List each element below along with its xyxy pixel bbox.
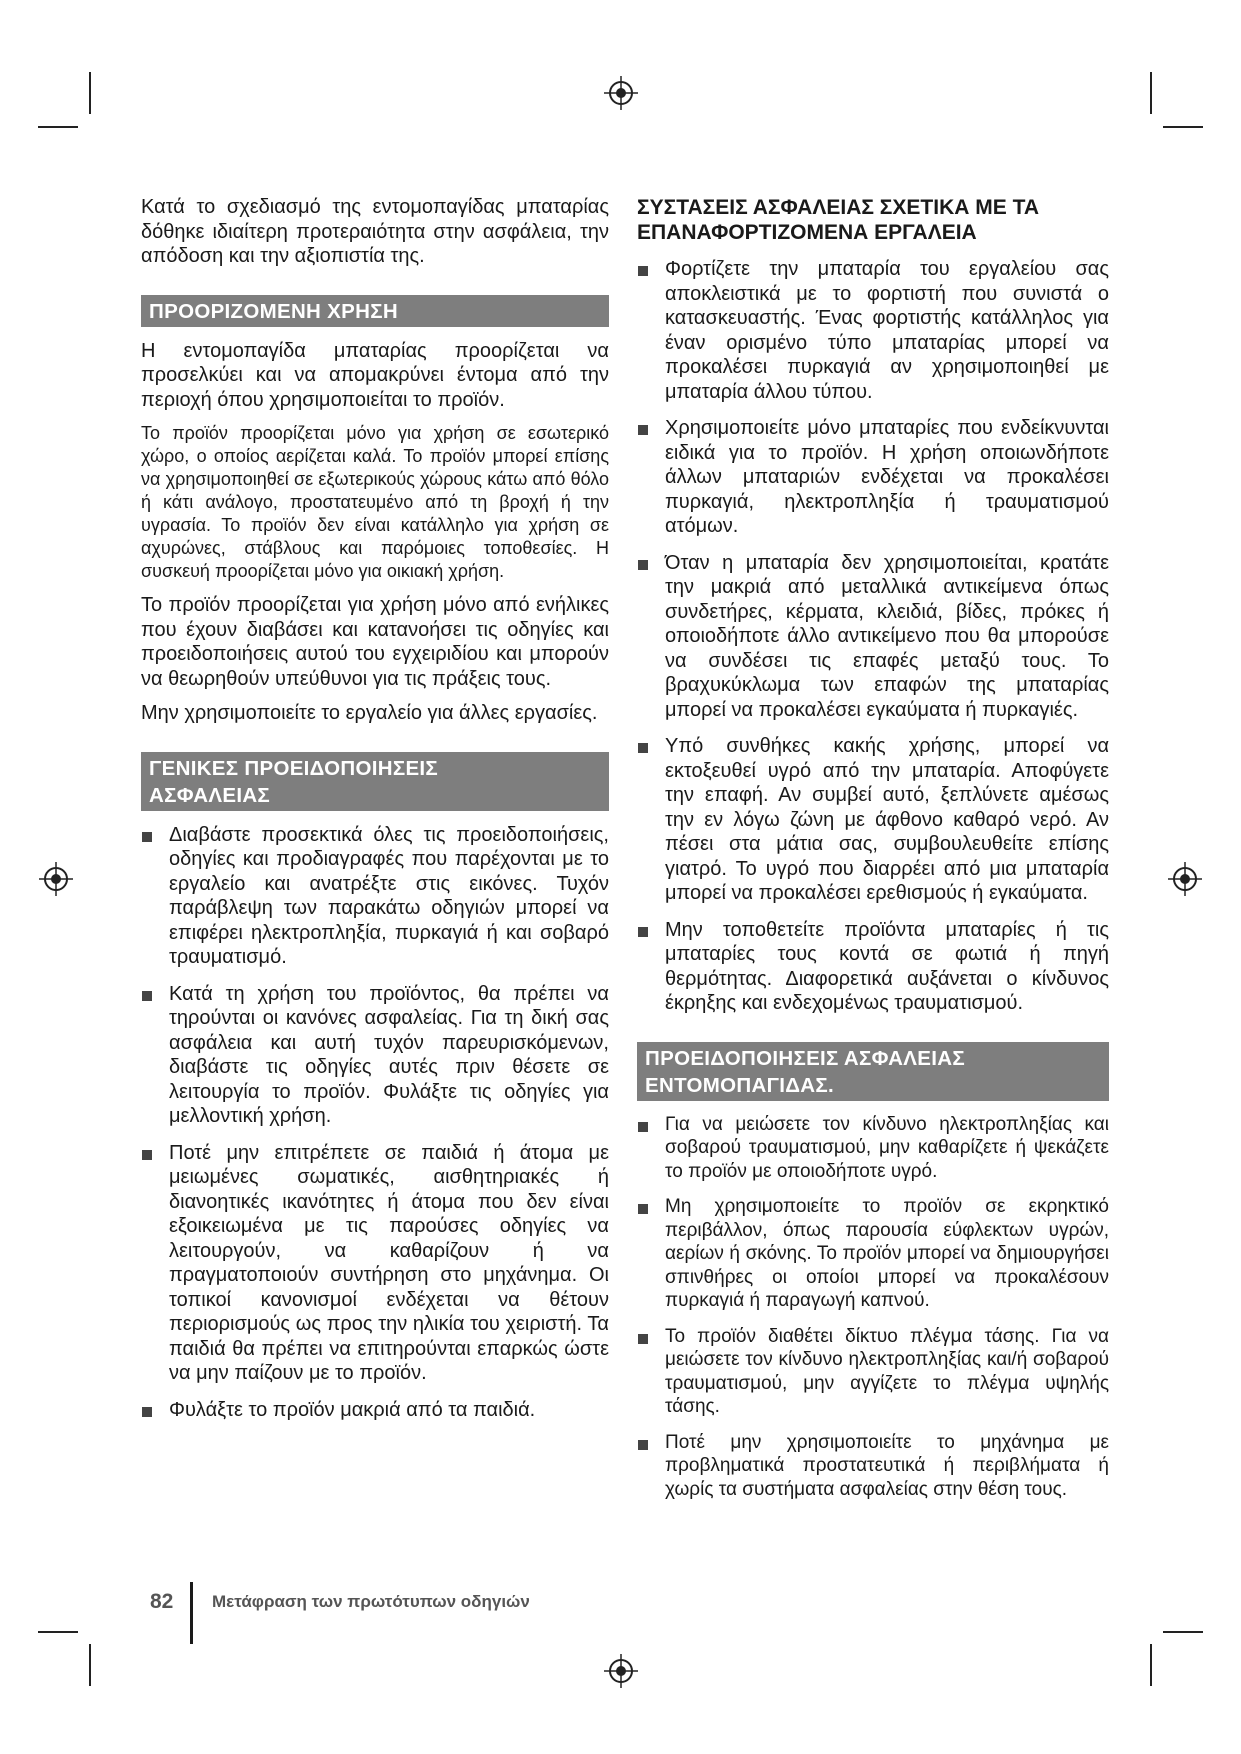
list-item-text: Μην τοποθετείτε προϊόντα μπαταρίες ή τις μπαταρίες τους κοντά σε φωτιά ή πηγή θερμότητας. Διαφορετικά αυξάνεται ο κίνδυνος έκρηξης και ενδεχομένως τραυματισμού. — [665, 918, 1109, 1014]
list-item — [637, 1325, 1109, 1419]
crop-mark — [1150, 72, 1152, 114]
list-item-text: Μη χρησιμοποιείτε το προϊόν σε εκρηκτικό περιβάλλον, όπως παρουσία εύφλεκτων υγρών, αερίων ή σκόνης. Το προϊόν μπορεί να δημιουργήσει σπινθήρες οι οποίοι μπορεί να προκαλέσουν πυρκαγιά ή παραγωγή καπνού. — [665, 1196, 1109, 1311]
crop-mark — [1150, 1644, 1152, 1686]
list-item — [637, 734, 1109, 906]
list-item — [637, 1431, 1109, 1502]
list-item-text: Ποτέ μην επιτρέπετε σε παιδιά ή άτομα με μειωμένες σωματικές, αισθητηριακές ή διανοητικές ικανότητες ή άτομα που δεν είναι εξοικειωμένα με τις παρούσες οδηγίες να λειτουργούν, να καθαρίζουν ή να πραγματοποιούν συντήρηση στο μηχάνημα. Οι τοπικοί κανονισμοί ενδέχεται να θέτουν περιορισμούς ως προς την ηλικία του χειριστή. Τα παιδιά θα πρέπει να επιτηρούνται επαρκώς ώστε να μην παίζουν με το προϊόν. — [169, 1141, 609, 1384]
crop-mark — [89, 72, 91, 114]
list-item — [637, 257, 1109, 404]
crop-mark — [1163, 126, 1203, 128]
bullet-icon — [638, 1334, 648, 1344]
intended-use-paragraph: Το προϊόν προορίζεται για χρήση μόνο από ενήλικες που έχουν διαβάσει και κατανοήσει τις οδηγίες και προειδοποιήσεις αυτού του εγχειριδίου και μπορούν να θεωρηθούν υπεύθυνοι για τις πράξεις τους. — [141, 594, 609, 690]
intended-use-paragraph: Το προϊόν προορίζεται μόνο για χρήση σε εσωτερικό χώρο, ο οποίος αερίζεται καλά. Το προϊόν μπορεί επίσης να χρησιμοποιηθεί σε εξωτερικούς χώρους κάτω από θόλο ή κάτι ανάλογο, προστατευμένο από τη βροχή ή την υγρασία. Το προϊόν δεν είναι κατάλληλο για χρήση σε αχυρώνες, στάβλους και παρόμοιες τοποθεσίες. Η συσκευή προορίζεται μόνο για οικιακή χρήση. — [141, 423, 609, 581]
bullet-icon — [638, 1204, 648, 1214]
registration-mark-icon — [39, 862, 73, 896]
crop-mark — [38, 126, 78, 128]
list-item — [141, 982, 609, 1129]
list-item-text: Κατά τη χρήση του προϊόντος, θα πρέπει να τηρούνται οι κανόνες ασφαλείας. Για τη δική σας ασφάλεια και αυτή τυχόν παρευρισκόμενων, διαβάστε τις οδηγίες αυτές πριν θέσετε σε λειτουργία το προϊόν. Φυλάξτε τις οδηγίες για μελλοντική χρήση. — [169, 982, 609, 1127]
list-item-text: Διαβάστε προσεκτικά όλες τις προειδοποιήσεις, οδηγίες και προδιαγραφές που παρέχονται με το εργαλείο και ανατρέξτε στις εικόνες. Τυχόν παράβλεψη των παρακάτω οδηγιών μπορεί να επιφέρει ηλεκτροπληξία, πυρκαγιά ή και σοβαρό τραυματισμό. — [169, 823, 609, 968]
bullet-icon — [638, 1440, 648, 1450]
bullet-icon — [142, 1150, 152, 1160]
registration-mark-icon — [604, 76, 638, 110]
bullet-icon — [638, 425, 648, 435]
battery-tools-list — [637, 257, 1109, 1016]
heading-line: ΓΕΝΙΚΕΣ ΠΡΟΕΙΔΟΠΟΙΗΣΕΙΣ — [149, 756, 439, 780]
bullet-icon — [638, 743, 648, 753]
list-item — [637, 918, 1109, 1016]
registration-mark-icon — [604, 1654, 638, 1688]
bullet-icon — [142, 1407, 152, 1417]
heading-line: ΕΝΤΟΜΟΠΑΓΙΔΑΣ. — [645, 1073, 834, 1097]
crop-mark — [1163, 1631, 1203, 1633]
trap-warnings-heading — [637, 1042, 1109, 1101]
list-item — [141, 1141, 609, 1386]
list-item-text: Υπό συνθήκες κακής χρήσης, μπορεί να εκτοξευθεί υγρό από την μπαταρία. Αποφύγετε την επαφή. Αν συμβεί αυτό, ξεπλύνετε αμέσως την εν λόγω ζώνη με άφθονο καθαρό νερό. Αν πέσει στα μάτια σας, συμβουλευθείτε επίσης γιατρό. Το υγρό που διαρρέει από μια μπαταρία μπορεί να προκαλέσει ερεθισμούς ή εγκαύματα. — [665, 735, 1109, 904]
list-item — [141, 1398, 609, 1423]
intro-paragraph: Κατά το σχεδιασμό της εντομοπαγίδας μπαταρίας δόθηκε ιδιαίτερη προτεραιότητα στην ασφάλεια, την απόδοση και την αξιοπιστία της. — [141, 196, 609, 267]
heading-line: ΑΣΦΑΛΕΙΑΣ — [149, 783, 271, 807]
list-item — [637, 416, 1109, 539]
list-item-text: Το προϊόν διαθέτει δίκτυο πλέγμα τάσης. Για να μειώσετε τον κίνδυνο ηλεκτροπληξίας και/ή σοβαρού τραυματισμού, μην αγγίζετε το πλέγμα υψηλής τάσης. — [665, 1325, 1109, 1417]
battery-tools-heading — [637, 195, 1109, 245]
list-item-text: Όταν η μπαταρία δεν χρησιμοποιείται, κρατάτε την μακριά από μεταλλικά αντικείμενα όπως συνδετήρες, κέρματα, κλειδιά, βίδες, πρόκες ή οποιοδήποτε άλλο αντικείμενο που θα μπορούσε να συνδέσει τις επαφές μεταξύ τους. Το βραχυκύκλωμα των επαφών της μπαταρίας μπορεί να προκαλέσει εγκαύματα ή πυρκαγιές. — [665, 551, 1109, 721]
list-item — [637, 1113, 1109, 1184]
list-item — [637, 1195, 1109, 1313]
heading-line: ΕΠΑΝΑΦΟΡΤΙΖΟΜΕΝΑ ΕΡΓΑΛΕΙΑ — [637, 221, 977, 244]
trap-warnings-list — [637, 1113, 1109, 1502]
list-item-text: Φυλάξτε το προϊόν μακριά από τα παιδιά. — [169, 1398, 536, 1421]
page-number: 82 — [150, 1590, 174, 1613]
intended-use-heading: ΠΡΟΟΡΙΖΟΜΕΝΗ ΧΡΗΣΗ — [141, 295, 609, 327]
registration-mark-icon — [1168, 862, 1202, 896]
bullet-icon — [142, 832, 152, 842]
crop-mark — [89, 1644, 91, 1686]
left-column — [141, 195, 609, 1434]
footer-divider — [190, 1582, 193, 1644]
heading-line: ΣΥΣΤΑΣΕΙΣ ΑΣΦΑΛΕΙΑΣ ΣΧΕΤΙΚΑ ΜΕ ΤΑ — [637, 196, 1040, 219]
footer-text: Μετάφραση των πρωτότυπων οδηγιών — [212, 1592, 530, 1611]
list-item-text: Φορτίζετε την μπαταρία του εργαλείου σας αποκλειστικά με το φορτιστή που συνιστά ο κατασκευαστής. Ένας φορτιστής κατάλληλος για έναν ορισμένο τύπο μπαταρίας μπορεί να προκαλέσει πυρκαγιά αν χρησιμοποιηθεί με μπαταρία άλλου τύπου. — [665, 258, 1109, 403]
bullet-icon — [638, 1122, 648, 1132]
general-warnings-heading — [141, 752, 609, 811]
general-warnings-list — [141, 823, 609, 1423]
crop-mark — [38, 1631, 78, 1633]
list-item-text: Για να μειώσετε τον κίνδυνο ηλεκτροπληξίας και σοβαρού τραυματισμού, μην καθαρίζετε ή ψεκάζετε το προϊόν με οποιοδήποτε υγρό. — [665, 1113, 1109, 1182]
intended-use-paragraph: Η εντομοπαγίδα μπαταρίας προορίζεται να προσελκύει και να απομακρύνει έντομα από την περιοχή όπου χρησιμοποιείται το προϊόν. — [141, 339, 609, 411]
right-column — [637, 195, 1109, 1513]
bullet-icon — [638, 927, 648, 937]
list-item-text: Ποτέ μην χρησιμοποιείτε το μηχάνημα με προβληματικά προστατευτικά ή περιβλήματα ή χωρίς τα συστήματα ασφαλείας στην θέση τους. — [665, 1431, 1109, 1500]
intended-use-paragraph: Μην χρησιμοποιείτε το εργαλείο για άλλες εργασίες. — [141, 702, 598, 724]
list-item-text: Χρησιμοποιείτε μόνο μπαταρίες που ενδείκνυνται ειδικά για το προϊόν. Η χρήση οποιωνδήποτε άλλων μπαταριών ενδέχεται να προκαλέσει πυρκαγιά, ηλεκτροπληξία ή τραυματισμού ατόμων. — [665, 417, 1109, 537]
bullet-icon — [638, 266, 648, 276]
heading-line: ΠΡΟΕΙΔΟΠΟΙΗΣΕΙΣ ΑΣΦΑΛΕΙΑΣ — [645, 1046, 965, 1070]
bullet-icon — [638, 560, 648, 570]
list-item — [141, 823, 609, 970]
bullet-icon — [142, 991, 152, 1001]
list-item — [637, 551, 1109, 723]
